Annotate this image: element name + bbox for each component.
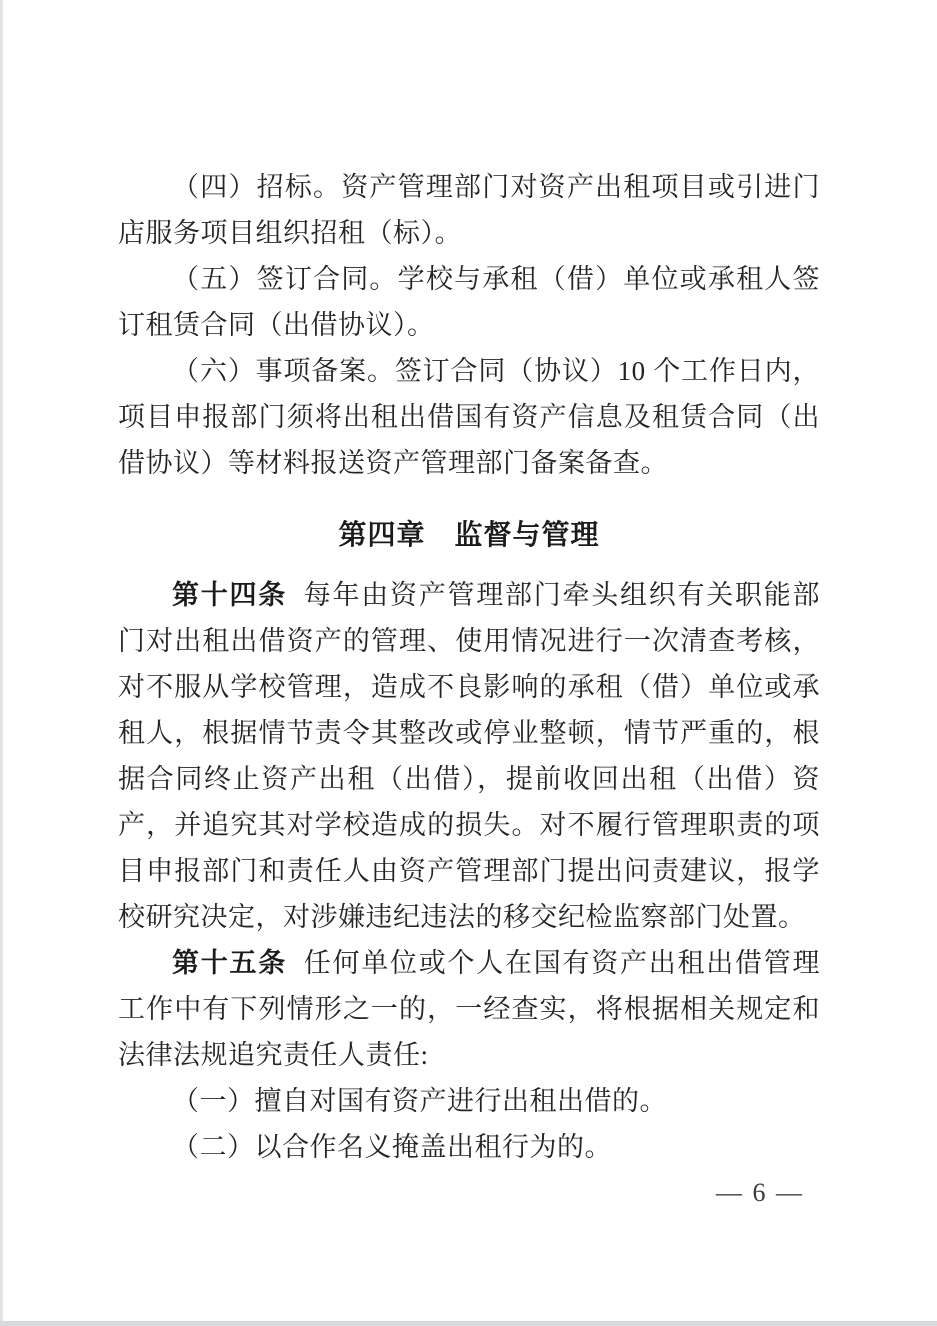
paragraph-article-15	[118, 940, 820, 1078]
list-item-1: （一）擅自对国有资产进行出租出借的。	[172, 1086, 667, 1116]
paragraph-item-6: （六）事项备案。签订合同（协议）10 个工作日内，项目申报部门须将出租出借国有资产信息及租赁合同（出借协议）等材料报送资产管理部门备案备查。	[118, 356, 820, 478]
paragraph-article-14	[118, 572, 820, 940]
paragraph-item-4: （四）招标。资产管理部门对资产出租项目或引进门店服务项目组织招租（标）。	[118, 172, 820, 248]
article-14-text: 每年由资产管理部门牵头组织有关职能部门对出租出借资产的管理、使用情况进行一次清查考核，对不服从学校管理，造成不良影响的承租（借）单位或承租人，根据情节责令其整改或停业整顿，情节严重的，根据合同终止资产出租（出借），提前收回出租（出借）资产，并追究其对学校造成的损失。对不履行管理职责的项目申报部门和责任人由资产管理部门提出问责建议，报学校研究决定，对涉嫌违纪违法的移交纪检监察部门处置。	[118, 580, 821, 932]
scan-edge-left	[0, 0, 3, 1326]
chapter-heading: 第四章 监督与管理	[338, 519, 600, 550]
page-number: — 6 —	[716, 1178, 804, 1207]
paragraph-item-5: （五）签订合同。学校与承租（借）单位或承租人签订租赁合同（出借协议）。	[118, 264, 820, 340]
scan-edge-bottom	[0, 1321, 937, 1326]
list-item-2: （二）以合作名义掩盖出租行为的。	[172, 1132, 612, 1162]
article-15-text: 任何单位或个人在国有资产出租出借管理工作中有下列情形之一的，一经查实，将根据相关规定和法律法规追究责任人责任:	[118, 948, 821, 1070]
article-14-label: 第十四条	[172, 580, 288, 610]
article-15-label: 第十五条	[172, 948, 288, 978]
